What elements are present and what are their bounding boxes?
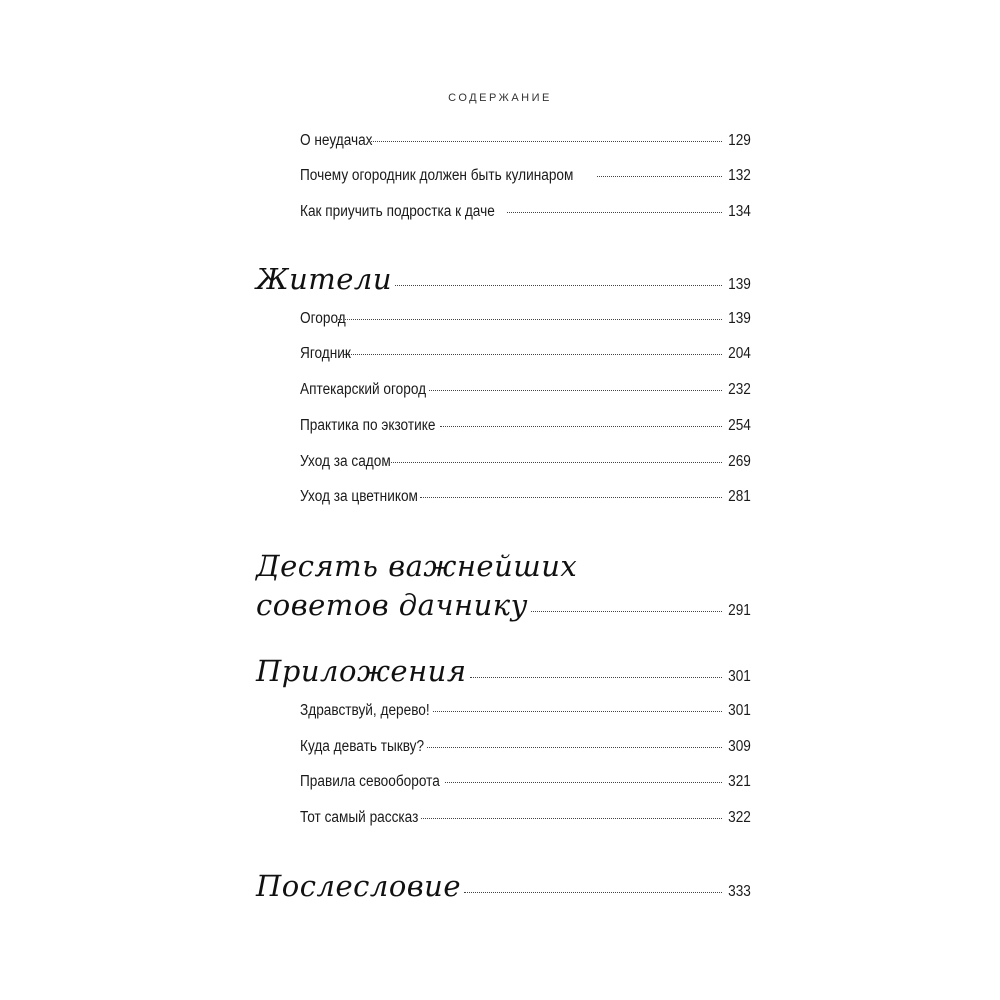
toc-entry-title: Здравствуй, дерево!: [300, 702, 430, 719]
dot-leader: [389, 462, 722, 463]
toc-entry[interactable]: [300, 488, 751, 506]
toc-entry-page: 301: [728, 702, 751, 719]
dot-leader: [344, 354, 722, 355]
dot-leader: [440, 426, 722, 427]
dot-leader: [531, 611, 722, 612]
dot-leader: [338, 319, 722, 320]
toc-section-title: Жители: [256, 262, 393, 296]
toc-section-title: Приложения: [256, 654, 467, 688]
toc-entry-page: 139: [728, 310, 751, 327]
dot-leader: [445, 782, 722, 783]
dot-leader: [470, 677, 723, 678]
toc-entry-page: 254: [728, 417, 751, 434]
toc-section-page: 139: [728, 276, 751, 293]
toc-section[interactable]: [256, 654, 751, 688]
toc-entry-page: 134: [728, 203, 751, 220]
toc-entry[interactable]: [300, 203, 751, 221]
toc-entry-title: Почему огородник должен быть кулинаром: [300, 167, 574, 184]
toc-section[interactable]: [256, 869, 751, 903]
toc-entry[interactable]: [300, 381, 751, 399]
toc-entry-title: Аптекарский огород: [300, 381, 427, 398]
toc-entry-title: Уход за садом: [300, 453, 391, 470]
toc-section-title-line1[interactable]: Десять важнейших: [256, 549, 578, 583]
toc-entry-page: 129: [728, 132, 751, 149]
toc-entry[interactable]: [300, 345, 751, 363]
toc-entry-title: Правила севооборота: [300, 773, 440, 790]
toc-entry-title: Практика по экзотике: [300, 417, 436, 434]
toc-entry-page: 322: [728, 809, 751, 826]
toc-entry-page: 269: [728, 453, 751, 470]
toc-entry[interactable]: [300, 809, 751, 827]
toc-entry-page: 309: [728, 738, 751, 755]
toc-entry[interactable]: [300, 773, 751, 791]
toc-section-title-line2: советов дачнику: [256, 588, 528, 622]
toc-entry-title: Как приучить подростка к даче: [300, 203, 495, 220]
dot-leader: [420, 497, 722, 498]
toc-entry-title: Куда девать тыкву?: [300, 738, 425, 755]
toc-section-page: 301: [728, 668, 751, 685]
dot-leader: [395, 285, 722, 286]
toc-entry-title: О неудачах: [300, 132, 373, 149]
dot-leader: [427, 747, 722, 748]
toc-entry[interactable]: [300, 310, 751, 328]
toc-entry[interactable]: [300, 453, 751, 471]
toc-entry-page: 281: [728, 488, 751, 505]
toc-section-page: 333: [728, 883, 751, 900]
toc-entry-page: 321: [728, 773, 751, 790]
toc-entry-page: 232: [728, 381, 751, 398]
toc-section[interactable]: [256, 588, 751, 622]
toc-section-title: Послесловие: [256, 869, 462, 903]
toc-section[interactable]: [256, 262, 751, 296]
toc-entry[interactable]: [300, 702, 751, 720]
toc-entry-title: Огород: [300, 310, 346, 327]
dot-leader: [421, 818, 723, 819]
toc-entry-title: Ягодник: [300, 345, 351, 362]
toc-entry[interactable]: [300, 738, 751, 756]
toc-entry[interactable]: [300, 132, 751, 150]
dot-leader: [368, 141, 722, 142]
toc-section-page: 291: [728, 602, 751, 619]
toc-entry-title: Уход за цветником: [300, 488, 418, 505]
toc-entry-page: 132: [728, 167, 751, 184]
toc-entry[interactable]: [300, 417, 751, 435]
page-header: СОДЕРЖАНИЕ: [448, 92, 552, 104]
toc-entry-title: Тот самый рассказ: [300, 809, 419, 826]
dot-leader: [597, 176, 722, 177]
toc-entry-page: 204: [728, 345, 751, 362]
toc-entry[interactable]: [300, 167, 751, 185]
dot-leader: [433, 711, 722, 712]
dot-leader: [429, 390, 722, 391]
dot-leader: [507, 212, 722, 213]
dot-leader: [464, 892, 722, 893]
